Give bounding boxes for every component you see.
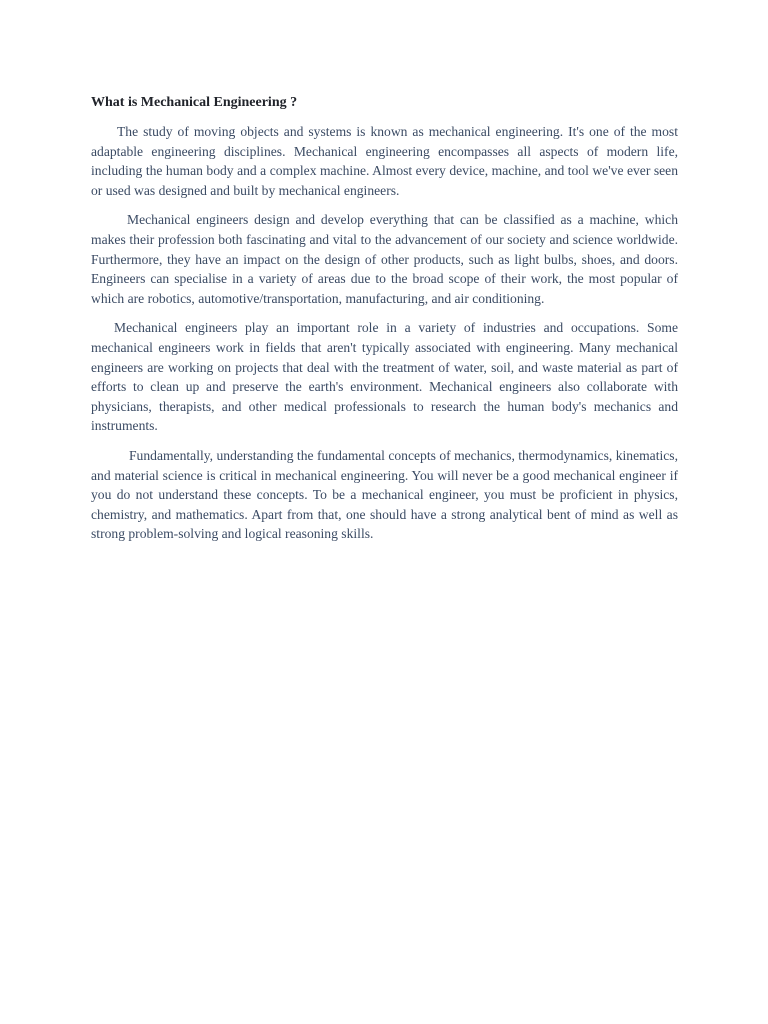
paragraph-3: Mechanical engineers play an important role in a variety of industries and occupations. Some mechanical engineers work in fields that aren't typically associated with engineering. Many mechanical engineers are working on projects that deal with the treatment of water, soil, and waste material as part of efforts to clean up and preserve the earth's environment. Mechanical engineers also collaborate with physicians, therapists, and other medical professionals to research the human body's mechanics and instruments. [91,320,678,434]
document-body [91,93,678,554]
paragraph-2: Mechanical engineers design and develop everything that can be classified as a machine, which makes their profession both fascinating and vital to the advancement of our society and science worldwide. Furthermore, they have an impact on the design of other products, such as light bulbs, shoes, and doors. Engineers can specialise in a variety of areas due to the broad scope of their work, the most popular of which are robotics, automotive/transportation, manufacturing, and air conditioning. [91,212,678,306]
paragraph-4: Fundamentally, understanding the fundamental concepts of mechanics, thermodynamics, kinematics, and material science is critical in mechanical engineering. You will never be a good mechanical engineer if you do not understand these concepts. To be a mechanical engineer, you must be proficient in physics, chemistry, and mathematics. Apart from that, one should have a strong analytical bent of mind as well as strong problem-solving and logical reasoning skills. [91,447,678,542]
paragraph-1: The study of moving objects and systems is known as mechanical engineering. It's one of the most adaptable engineering disciplines. Mechanical engineering encompasses all aspects of modern life, including the human body and a complex machine. Almost every device, machine, and tool we've ever seen or used was designed and built by mechanical engineers. [91,124,678,198]
document-title: What is Mechanical Engineering ? [91,95,298,110]
